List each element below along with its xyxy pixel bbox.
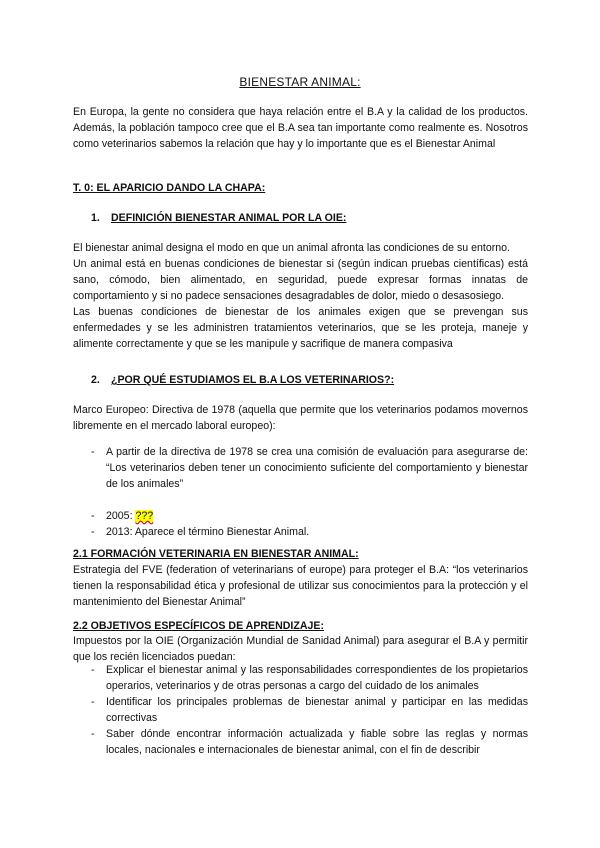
section22-paragraph: Impuestos por la OIE (Organización Mundial de Sanidad Animal) para asegurar el B.A y permitir que los recién licenciados puedan:: [73, 635, 528, 663]
section1-paragraph-1: El bienestar animal designa el modo en que un animal afronta las condiciones de su entorno.: [73, 242, 510, 254]
objective-1: Explicar el bienestar animal y las responsabilidades correspondientes de los propietarios operarios, veterinarios y de otras personas a cargo del cuidado de los animales: [106, 664, 528, 692]
section2-title: ¿POR QUÉ ESTUDIAMOS EL B.A LOS VETERINARIOS?:: [111, 374, 395, 386]
list-item: [73, 726, 528, 758]
section1-number: 1.: [91, 212, 100, 224]
list-item: [73, 524, 528, 540]
topic-heading: T. 0: EL APARICIO DANDO LA CHAPA:: [73, 182, 266, 194]
list-item: [73, 508, 528, 524]
section22-list: [73, 662, 528, 758]
section2-paragraph-1: Marco Europeo: Directiva de 1978 (aquella que permite que los veterinarios podamos movernos libremente en el mercado laboral europeo):: [73, 404, 528, 432]
section2-bullet-1: A partir de la directiva de 1978 se crea una comisión de evaluación para asegurarse de: “Los veterinarios deben tener un conocimiento suficiente del comportamiento y bienestar de los animales”: [106, 446, 528, 490]
section1-paragraph-3: Las buenas condiciones de bienestar de los animales exigen que se prevengan sus enfermedades y se les administren tratamientos veterinarios, que se les proteja, maneje y alimente correctamente y que se les manipule y sacrifique de manera compasiva: [73, 306, 528, 350]
section22-heading: 2.2 OBJETIVOS ESPECÍFICOS DE APRENDIZAJE:: [73, 620, 324, 632]
intro-paragraph: En Europa, la gente no considera que haya relación entre el B.A y la calidad de los productos. Además, la población tampoco cree que el B.A sea tan importante como realmente es. Nosotros como veterinarios sabemos la relación que hay y lo importante que es el Bienestar Animal: [73, 106, 528, 150]
section21-heading: 2.1 FORMACIÓN VETERINARIA EN BIENESTAR ANIMAL:: [73, 548, 359, 560]
highlighted-question-marks: ???: [135, 510, 154, 522]
section2-bullet-3: 2013: Aparece el término Bienestar Animal.: [106, 526, 310, 538]
section2-list: [73, 444, 528, 540]
section21-paragraph: Estrategia del FVE (federation of veterinarians of europe) para proteger el B.A: “los veterinarios tienen la responsabilidad ética y profesional de utilizar sus conocimientos para la protección y el mantenimiento del Bienestar Animal”: [73, 564, 528, 608]
list-item: [73, 662, 528, 694]
objective-2: Identificar los principales problemas de bienestar animal y participar en las medidas correctivas: [106, 696, 528, 724]
section2-heading: [91, 372, 528, 388]
section2-number: 2.: [91, 374, 100, 386]
list-item: [73, 694, 528, 726]
section1-paragraph-2: Un animal está en buenas condiciones de bienestar si (según indican pruebas científicas) está sano, cómodo, bien alimentado, en seguridad, puede expresar formas innatas de comportamiento y si no padece sensaciones desagradables de dolor, miedo o desasosiego.: [73, 258, 528, 302]
list-item: [73, 444, 528, 492]
section1-title: DEFINICIÓN BIENESTAR ANIMAL POR LA OIE:: [111, 212, 347, 224]
document-title: BIENESTAR ANIMAL:: [239, 75, 361, 89]
section2-bullet-2-label: 2005:: [106, 510, 136, 522]
section1-body: [73, 240, 528, 352]
section1-heading: [91, 210, 528, 226]
objective-3: Saber dónde encontrar información actualizada y fiable sobre las reglas y normas locales, nacionales e internacionales de bienestar animal, con el fin de describir: [106, 728, 528, 756]
